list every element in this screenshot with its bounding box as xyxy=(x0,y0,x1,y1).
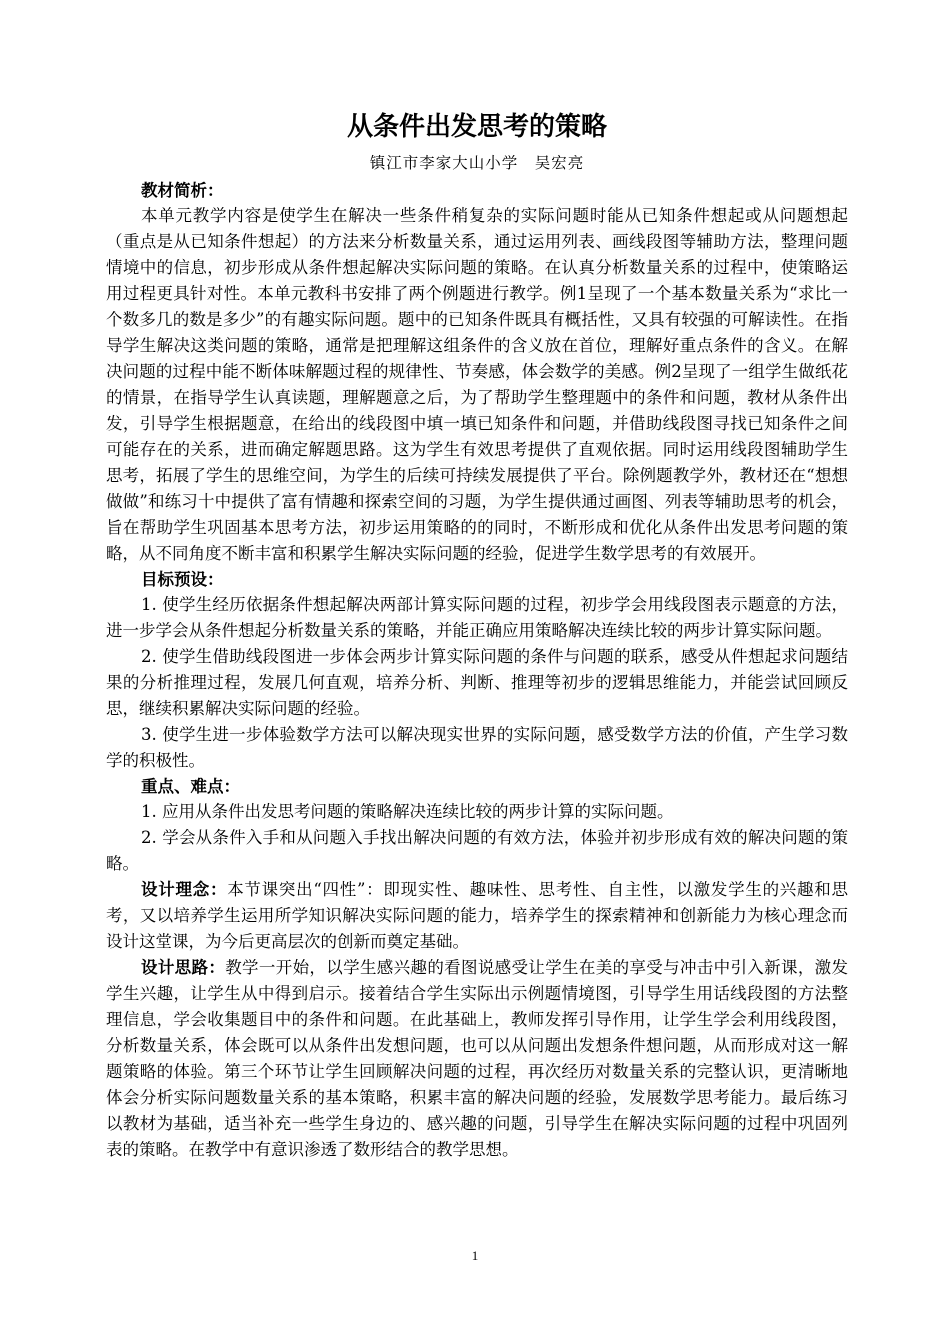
design-approach-heading: 设计思路： xyxy=(141,958,226,977)
design-approach-body: 教学一开始，以学生感兴趣的看图说感受让学生在美的享受与冲击中引入新课，激发学生兴趣，让学生从中得到启示。接着结合学生实际出示例题情境图，引导学生用话线段图的方法整理信息，学会收集题目中的条件和问题。在此基础上，教师发挥引导作用，让学生学会利用线段图，分析数量关系，体会既可以从条件出发想问题，也可以从问题出发想条件想问题，从而形成对这一解题策略的体验。第三个环节让学生回顾解决问题的过程，再次经历对数量关系的完整认识，更清晰地体会分析实际问题数量关系的基本策略，积累丰富的解决问题的经验，发展数学思考能力。最后练习以教材为基础，适当补充一些学生身边的、感兴趣的问题，引导学生在解决实际问题的过程中巩固列表的策略。在教学中有意识渗透了数形结合的教学思想。 xyxy=(106,958,849,1159)
goal-item-2: 2. 使学生借助线段图进一步体会两步计算实际问题的条件与问题的联系，感受从件想起求问题结果的分析推理过程，发展几何直观，培养分析、判断、推理等初步的逻辑思维能力，并能尝试回顾反思，继续积累解决实际问题的经验。 xyxy=(106,647,848,718)
section-heading-textbook-analysis: 教材简析： xyxy=(141,181,224,200)
design-concept-heading: 设计理念： xyxy=(141,880,228,899)
section-heading-goals: 目标预设： xyxy=(141,570,224,589)
document-page xyxy=(106,110,848,1163)
design-approach-paragraph xyxy=(106,955,848,1163)
goal-item-1: 1. 使学生经历依据条件想起解决两部计算实际问题的过程，初步学会用线段图表示题意的方法，进一步学会从条件想起分析数量关系的策略，并能正确应用策略解决连续比较的两步计算实际问题。 xyxy=(106,595,848,640)
textbook-analysis-body: 本单元教学内容是使学生在解决一些条件稍复杂的实际问题时能从已知条件想起或从问题想起（重点是从已知条件想起）的方法来分析数量关系，通过运用列表、画线段图等辅助方法，整理问题情境中的信息，初步形成从条件想起解决实际问题的策略。在认真分析数量关系的过程中，使策略运用过程更具针对性。本单元教科书安排了两个例题进行教学。例1呈现了一个基本数量关系为“求比一个数多几的数是多少”的有趣实际问题。题中的已知条件既具有概括性，又具有较强的可解读性。在指导学生解决这类问题的策略，通常是把理解这组条件的含义放在首位，理解好重点条件的含义。在解决问题的过程中能不断体味解题过程的规律性、节奏感，体会数学的美感。例2呈现了一组学生做纸花的情景，在指导学生认真读题，理解题意之后，为了帮助学生整理题中的条件和问题，教材从条件出发，引导学生根据题意，在给出的线段图中填一填已知条件和问题，并借助线段图寻找已知条件之间可能存在的关系，进而确定解题思路。这为学生有效思考提供了直观依据。同时运用线段图辅助学生思考，拓展了学生的思维空间，为学生的后续可持续发展提供了平台。除例题教学外，教材还在“想想做做”和练习十中提供了富有情趣和探索空间的习题，为学生提供通过画图、列表等辅助思考的机会，旨在帮助学生巩固基本思考方法，初步运用策略的的同时，不断形成和优化从条件出发思考问题的策略，从不同角度不断丰富和积累学生解决实际问题的经验，促进学生数学思考的有效展开。 xyxy=(106,206,848,563)
key-point-2: 2. 学会从条件入手和从问题入手找出解决问题的有效方法，体验并初步形成有效的解决问题的策略。 xyxy=(106,828,848,873)
page-number: 1 xyxy=(471,1248,479,1263)
author-line: 镇江市李家大山小学 吴宏亮 xyxy=(369,154,585,172)
key-point-1: 1. 应用从条件出发思考问题的策略解决连续比较的两步计算的实际问题。 xyxy=(141,802,674,821)
design-concept-body: 本节课突出“四性”：即现实性、趣味性、思考性、自主性，以激发学生的兴趣和思考，又以培养学生运用所学知识解决实际问题的能力，培养学生的探索精神和创新能力为核心理念而设计这堂课，为今后更高层次的创新而奠定基础。 xyxy=(106,880,849,951)
document-title: 从条件出发思考的策略 xyxy=(346,112,607,142)
design-concept-paragraph xyxy=(106,877,848,955)
goal-item-3: 3. 使学生进一步体验数学方法可以解决现实世界的实际问题，感受数学方法的价值，产生学习数学的积极性。 xyxy=(106,725,848,770)
section-heading-key-points: 重点、难点： xyxy=(141,777,240,796)
